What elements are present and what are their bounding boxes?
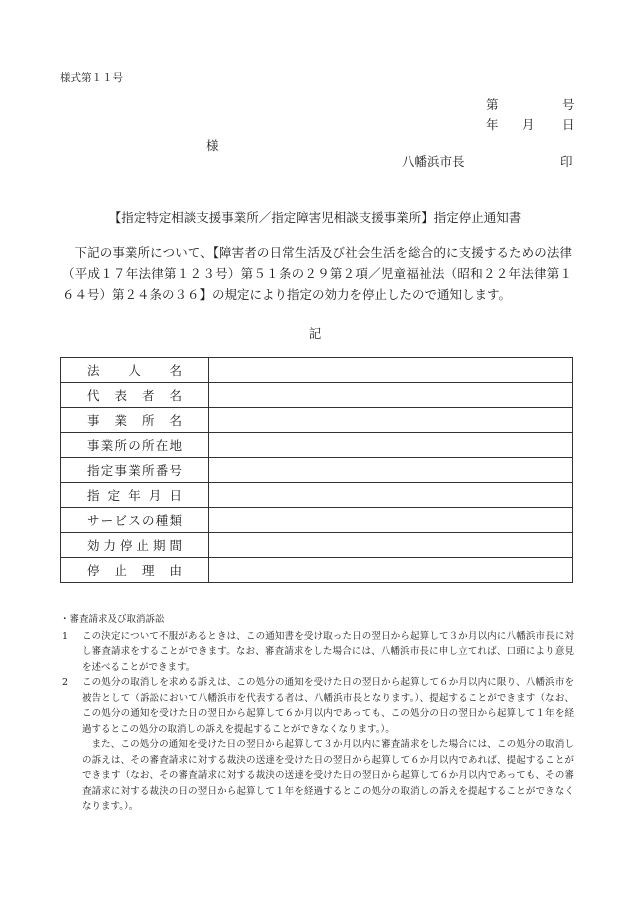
row-value[interactable] [209,508,573,533]
note-number: 2 [62,677,69,688]
addressee-suffix: 様 [206,138,219,153]
note-item [60,629,574,676]
row-value[interactable] [209,558,573,583]
issuer-name: 八幡浜市長 [402,154,465,169]
row-label: 停止理由 [61,558,209,583]
date-day: 日 [562,117,575,132]
row-value[interactable] [209,533,573,558]
table-row [61,433,573,458]
document-number-prefix: 第 [486,97,499,112]
row-value[interactable] [209,433,573,458]
document-number-suffix: 号 [562,97,575,112]
note-number: 1 [62,630,69,642]
row-label: 効力停止期間 [61,533,209,558]
notes-section [60,612,574,815]
document-date [486,115,575,133]
table-row [61,358,573,383]
row-label: サービスの種類 [61,508,209,533]
table-row [61,533,573,558]
row-value[interactable] [209,408,573,433]
table-row [61,558,573,583]
note-text: この処分の取消しを求める訴えは、この処分の通知を受けた日の翌日から起算して６か月以内に限り、八幡浜市を被告として（訴訟において八幡浜市を代表する者は、八幡浜市長となります。）、提起することができます（なお、この処分の通知を受けた日の翌日から起算して６か月以内であっても、この処分の日の翌日から起算して１年を経過するとこの処分の取消しの訴えを提起することができなくなります。）。 [82,677,574,735]
row-label: 事業所の所在地 [61,433,209,458]
document-title: 【指定特定相談支援事業所／指定障害児相談支援事業所】指定停止通知書 [108,210,522,225]
note-paragraph: また、この処分の通知を受けた日の翌日から起算して３か月以内に審査請求をした場合には、この処分の取消しの訴えは、その審査請求に対する裁決の送達を受けた日の翌日から起算して６か月以内であれば、提起することができます（なお、その審査請求に対する裁決の送達を受けた日の翌日から起算して６か月以内であっても、その審査請求に対する裁決の日の翌日から起算して１年を経過するとこの処分の取消しの訴えを提起することができなくなります。）。 [82,739,574,812]
table-row [61,508,573,533]
table-row [61,458,573,483]
table-row [61,383,573,408]
row-value[interactable] [209,383,573,408]
ki-mark: 記 [308,326,322,341]
table-row [61,483,573,508]
row-value[interactable] [209,358,573,383]
info-table [60,357,573,583]
seal-mark: 印 [560,154,573,169]
note-text: この決定について不服があるときは、この通知書を受け取った日の翌日から起算して３か月以内に八幡浜市長に対し審査請求をすることができます。なお、審査請求をした場合には、八幡浜市長に申し立てれば、口頭により意見を述べることができます。 [82,630,574,673]
row-value[interactable] [209,458,573,483]
row-label: 法人名 [61,358,209,383]
row-value[interactable] [209,483,573,508]
row-label: 指定事業所番号 [61,458,209,483]
row-label: 指定年月日 [61,483,209,508]
body-text: 下記の事業所について、【障害者の日常生活及び社会生活を総合的に支援するための法律（平成１７年法律第１２３号）第５１条の２９第２項／児童福祉法（昭和２２年法律第１６４号）第２４条の３６】の規定により指定の効力を停止したので通知します。 [62,245,572,302]
date-month: 月 [522,117,535,132]
form-number: 様式第１１号 [60,72,123,84]
row-label: 代表者名 [61,383,209,408]
row-label: 事業所名 [61,408,209,433]
date-year: 年 [486,117,499,132]
table-row [61,408,573,433]
document-number [486,95,575,113]
note-item [60,675,574,737]
notes-heading: ・審査請求及び取消訴訟 [60,614,165,625]
